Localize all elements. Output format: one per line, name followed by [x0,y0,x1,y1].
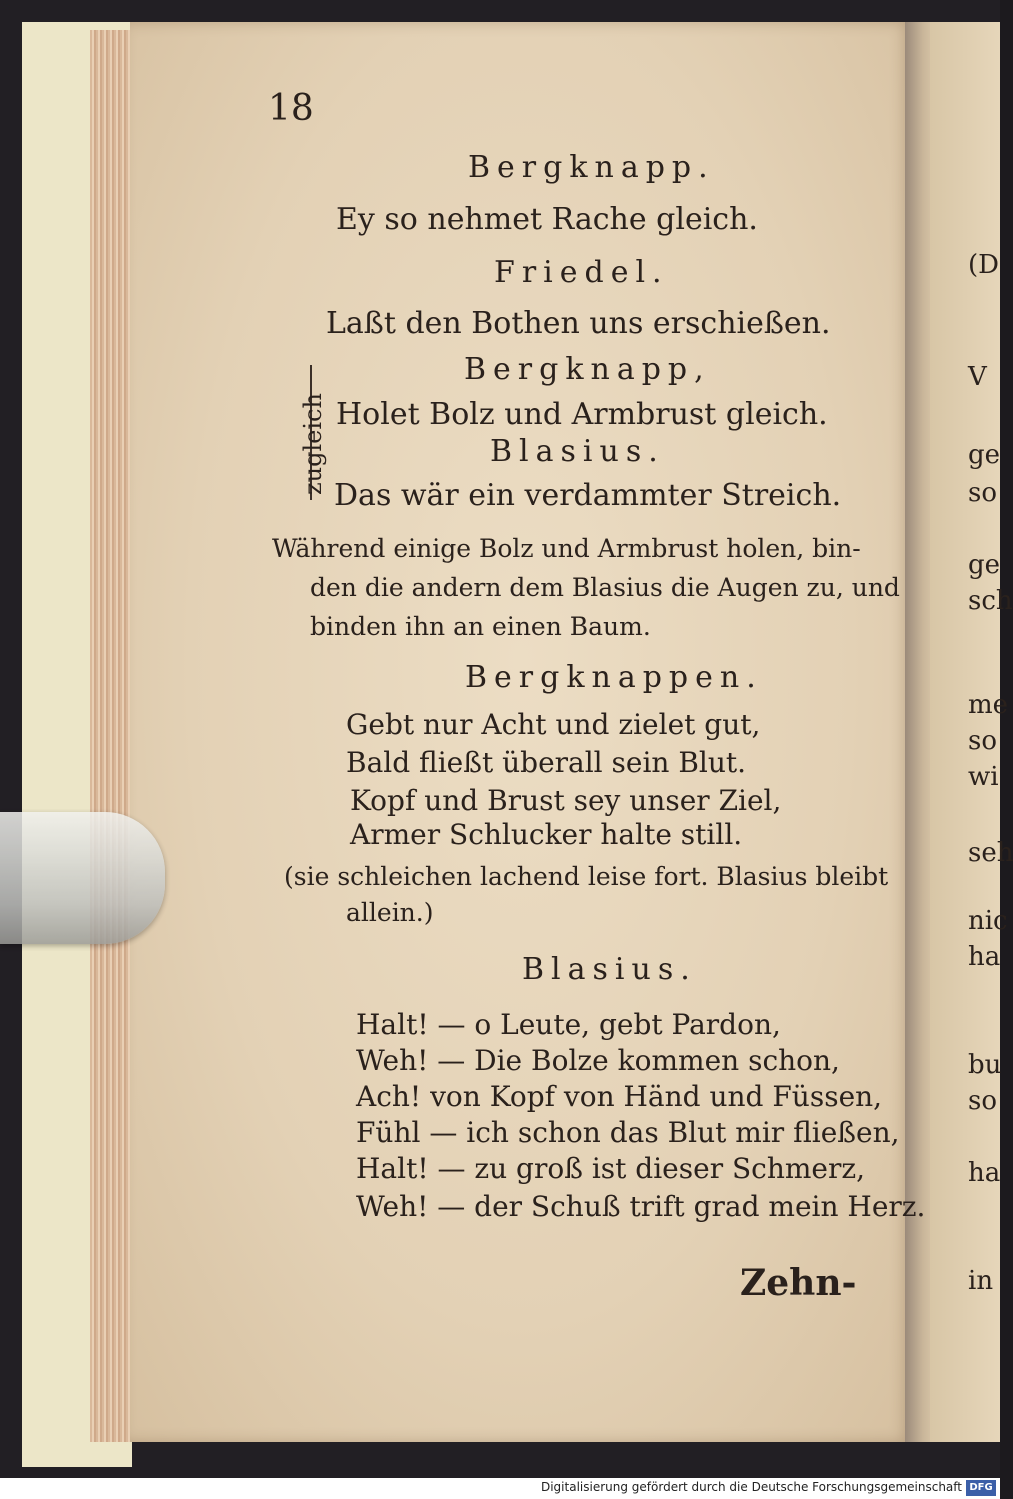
next-page-fragment: ge [968,550,1001,580]
next-page-fragment: so [968,1086,997,1116]
verse-line: Weh! — Die Bolze kommen schon, [356,1044,840,1077]
next-page-fragment: bu [968,1050,1002,1080]
speaker-label: Blasius. [490,434,665,469]
verse-line: Ey so nehmet Rache gleich. [336,202,758,237]
next-page-fragment: in [968,1266,994,1296]
verse-line: Halt! — o Leute, gebt Pardon, [356,1008,781,1041]
stage-direction-line: Während einige Bolz und Armbrust holen, bin- [272,534,861,563]
next-page-fragment: seh [968,838,1013,868]
speaker-label: Friedel. [494,255,669,290]
glass-page-weight [0,812,165,944]
next-page-fragment: wi [968,762,999,792]
next-page-fragment: so [968,726,997,756]
verse-line: Ach! von Kopf von Händ und Füssen, [356,1080,883,1113]
verse-line: Holet Bolz und Armbrust gleich. [336,397,828,432]
margin-note-zugleich: zugleich [298,393,327,495]
funding-notice: Digitalisierung gefördert durch die Deutsche Forschungsgemeinschaft [540,1480,962,1494]
verse-line: Laßt den Bothen uns erschießen. [326,306,831,341]
next-page-fragment: ha [968,1158,1001,1188]
verse-line: Fühl — ich schon das Blut mir fließen, [356,1116,900,1149]
next-page-fragment: so [968,478,997,508]
verse-line: Gebt nur Acht und zielet gut, [346,708,761,741]
verse-line: Armer Schlucker halte still. [350,818,743,851]
footer-bar [0,1478,1000,1499]
verse-line: Kopf und Brust sey unser Ziel, [350,784,782,817]
speaker-label: Bergknappen. [465,660,763,695]
speaker-label: Bergknapp. [468,150,715,185]
next-page-fragment: me [968,690,1009,720]
speaker-label: Blasius. [522,952,697,987]
next-page-fragment: ge [968,440,1001,470]
next-page-fragment: sch [968,586,1013,616]
next-page-fragment: nic [968,906,1008,936]
stage-direction-line: binden ihn an einen Baum. [310,612,651,641]
verse-line: Halt! — zu groß ist dieser Schmerz, [356,1152,866,1185]
next-page-fragment: ha [968,942,1001,972]
next-page-fragment: (D [968,250,999,280]
catchword: Zehn- [740,1262,857,1304]
stage-direction-line: den die andern dem Blasius die Augen zu, und [310,573,900,602]
page-number: 18 [268,88,314,129]
dfg-logo: DFG [966,1480,996,1496]
stage-direction-line: (sie schleichen lachend leise fort. Blasius bleibt [284,862,889,891]
stage-direction-line: allein.) [346,898,434,927]
next-page-fragment: V [968,362,987,392]
verse-line: Das wär ein verdammter Streich. [334,478,842,513]
verse-line: Weh! — der Schuß trift grad mein Herz. [356,1190,926,1223]
speaker-label: Bergknapp, [464,352,711,387]
verse-line: Bald fließt überall sein Blut. [346,746,747,779]
